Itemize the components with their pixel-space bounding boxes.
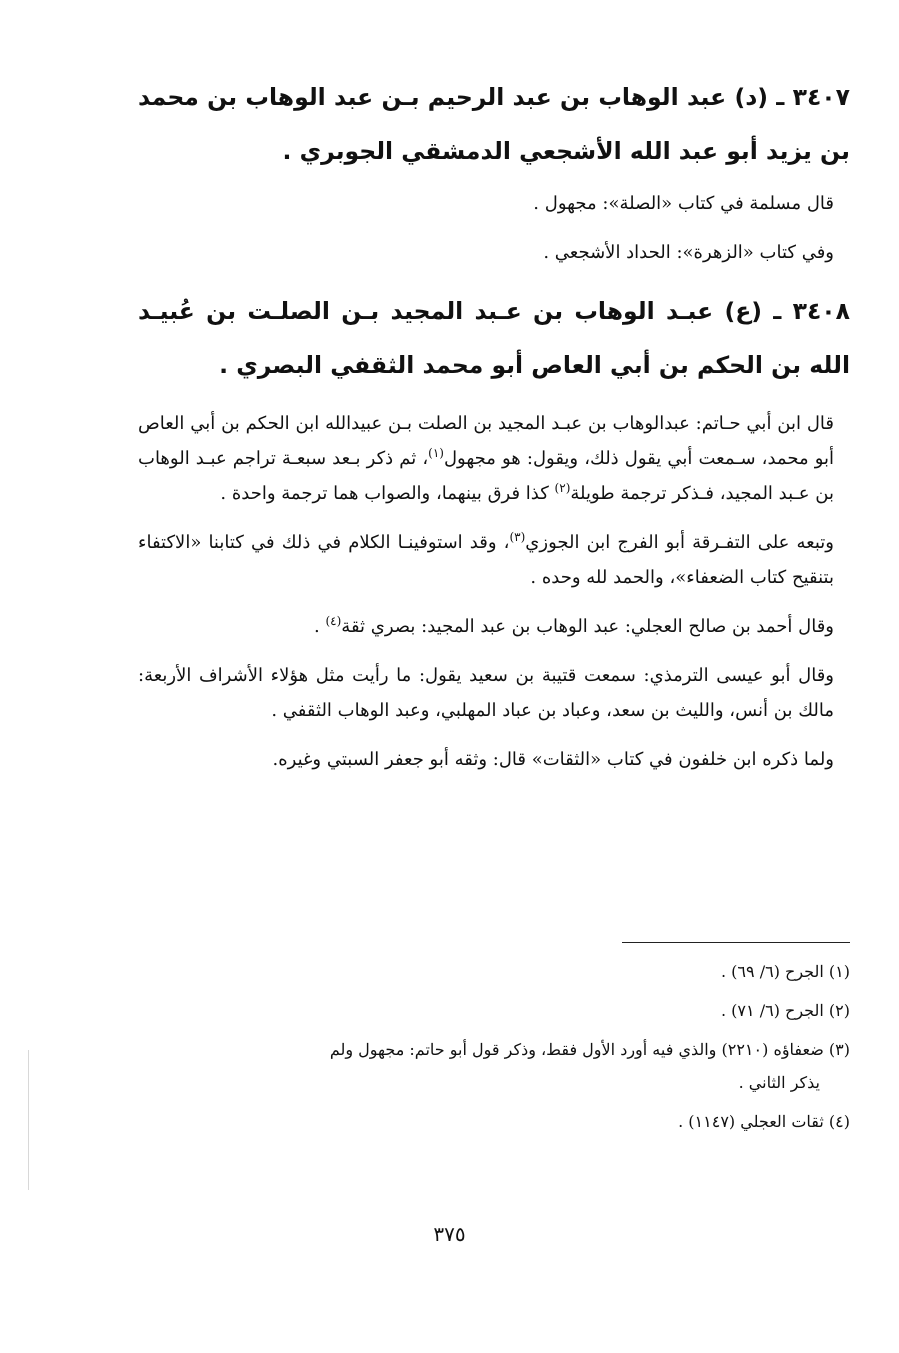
footnote-ref-1[interactable]: (١) (428, 446, 444, 460)
footnote-1: (١) الجرح (٦/ ٦٩) . (721, 962, 850, 981)
entry-3408-paragraph-3 (138, 609, 850, 644)
footnote-3 (138, 1033, 850, 1099)
paragraph-text: كذا فرق بينهما، والصواب هما ترجمة واحدة . (220, 483, 549, 504)
footnote-3-line-1: (٣) ضعفاؤه (٢٢١٠) والذي فيه أورد الأول فقط، وذكر قول أبو حاتم: مجهول ولم (329, 1040, 850, 1059)
paragraph-text: . (314, 616, 326, 637)
entry-3407-paragraph-2: وفي كتاب «الزهرة»: الحداد الأشجعي . (543, 242, 834, 263)
entry-heading-3407: ٣٤٠٧ ـ (د) عبد الوهاب بن عبد الرحيم بـن عبد الوهاب بن محمد بن يزيد أبو عبد الله الأشجعي الدمشقي الجوبري . (138, 83, 850, 165)
entry-3408-paragraph-2 (138, 525, 850, 595)
paragraph-text: ، وقد استوفينـا الكلام في ذلك في كتابنا «الاكتفاء بتنقيح كتاب الضعفاء»، والحمد لله وحده . (138, 532, 834, 588)
entry-heading-3408: ٣٤٠٨ ـ (ع) عبـد الوهاب بن عـبد المجيد بـن الصلـت بن عُبيـد الله بن الحكم بن أبي العاص أبو محمد الثقفي البصري . (138, 297, 850, 379)
scan-edge-mark (28, 1050, 29, 1190)
entry-3408-paragraph-5: ولما ذكره ابن خلفون في كتاب «الثقات» قال: وثقه أبو جعفر السبتي وغيره. (272, 749, 834, 770)
footnote-3-line-2: يذكر الثاني . (738, 1073, 820, 1092)
entry-3407-paragraph-1: قال مسلمة في كتاب «الصلة»: مجهول . (533, 193, 834, 214)
footnote-4: (٤) ثقات العجلي (١١٤٧) . (678, 1112, 850, 1131)
paragraph-text: قال ابن أبي حـاتم: عبدالوهاب بن عبـد المجيد بن الصلت بـن عبيدالله ابن الحكم بن أبي العاص أبو محمد، سـمعت أبي يقول ذلك، ويقول: هو مجهول (138, 413, 834, 469)
paragraph-text: وتبعه على التفـرقة أبو الفرج ابن الجوزي (525, 532, 834, 553)
footnote-2: (٢) الجرح (٦/ ٧١) . (721, 1001, 850, 1020)
page-body (138, 70, 850, 777)
entry-3408-paragraph-4: وقال أبو عيسى الترمذي: سمعت قتيبة بن سعيد يقول: ما رأيت مثل هؤلاء الأشراف الأربعة: مالك بن أنس، والليث بن سعد، وعباد بن عباد المهلبي، وعبد الوهاب الثقفي . (138, 665, 834, 721)
page-number: ٣٧٥ (433, 1222, 466, 1246)
footnote-ref-3[interactable]: (٣) (509, 530, 526, 544)
footnote-ref-2[interactable]: (٢) (554, 481, 571, 495)
entry-3408-paragraph-1 (138, 406, 850, 511)
paragraph-text: ، ثم ذكر بـعد سبعـة تراجم عبـد الوهاب بن عـبد المجيد، فـذكر ترجمة طويلة (138, 448, 834, 504)
paragraph-text: وقال أحمد بن صالح العجلي: عبد الوهاب بن عبد المجيد: بصري ثقة (341, 616, 834, 637)
footnote-ref-4[interactable]: (٤) (325, 614, 342, 628)
footnotes (138, 955, 850, 1144)
footnote-divider (622, 942, 850, 943)
